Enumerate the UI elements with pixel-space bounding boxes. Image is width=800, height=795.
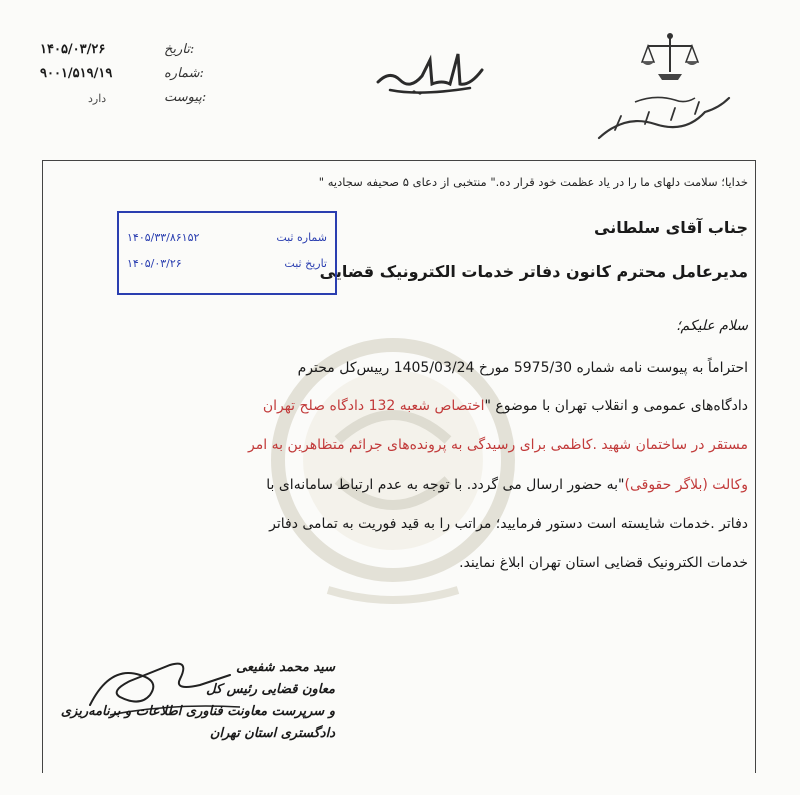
stamp-reg-number-label: شماره ثبت (276, 231, 327, 244)
stamp-reg-date-label: تاریخ ثبت (284, 257, 327, 270)
stamp-reg-number-value: ۱۴۰۵/۳۳/۸۶۱۵۲ (127, 231, 200, 244)
number-label: شماره: (164, 66, 204, 81)
body-line-6: خدمات الکترونیک قضایی استان تهران ابلاغ نمایند. (459, 555, 748, 571)
body-line-4-end: "به حضور ارسال می گردد. با توجه به عدم ارتباط سامانه‌ای با (266, 477, 625, 493)
bismillah-calligraphy (370, 40, 490, 100)
signatory-block (61, 660, 335, 748)
organization-logotype (595, 90, 735, 145)
body-line-2-highlight: اختصاص شعبه 132 دادگاه صلح تهران (262, 398, 485, 414)
letter-meta (40, 40, 230, 112)
signatory-title-2: و سرپرست معاونت فناوری اطلاعات و برنامه‌ریزی (60, 704, 335, 719)
body-line-4 (48, 477, 748, 493)
watermark-seal (268, 310, 518, 630)
signatory-name: سید محمد شفیعی (236, 660, 335, 675)
body-line-2-start: دادگاه‌های عمومی و انقلاب تهران با موضوع " (484, 398, 748, 414)
registration-stamp (117, 211, 337, 295)
number-value: ۹۰۰۱/۵۱۹/۱۹ (40, 66, 113, 81)
body-line-1: احتراماً به پیوست نامه شماره 5975/30 مورخ 1405/03/24 رییس‌کل محترم (297, 360, 748, 376)
salutation: سلام علیکم؛ (676, 318, 748, 334)
attachment-value: دارد (88, 92, 107, 105)
attachment-label: پیوست: (164, 90, 207, 105)
stamp-reg-date-value: ۱۴۰۵/۰۳/۲۶ (127, 257, 182, 270)
body-line-3: مستقر در ساختمان شهید .کاظمی برای رسیدگی به پرونده‌های جرائم متظاهرین به امر (248, 437, 748, 453)
recipient-name: جناب آقای سلطانی (594, 218, 748, 237)
body-line-4-highlight: وکالت (بلاگر حقوقی) (624, 477, 748, 493)
recipient-title: مدیرعامل محترم کانون دفاتر خدمات الکترونیک قضایی (319, 262, 748, 281)
date-label: تاریخ: (164, 42, 195, 57)
body-line-5: دفاتر .خدمات شایسته است دستور فرمایید؛ مراتب را به قید فوریت به تمامی دفاتر (269, 516, 748, 532)
judiciary-emblem-icon (640, 30, 700, 85)
opening-quote: خدایا؛ سلامت دلهای ما را در یاد عظمت خود قرار ده." منتخبی از دعای ۵ صحیفه سجادیه " (318, 175, 748, 189)
signatory-title-3: دادگستری استان تهران (209, 726, 335, 741)
date-value: ۱۴۰۵/۰۳/۲۶ (40, 42, 106, 57)
body-line-2 (48, 398, 748, 414)
signatory-title-1: معاون قضایی رئیس کل (206, 682, 335, 697)
